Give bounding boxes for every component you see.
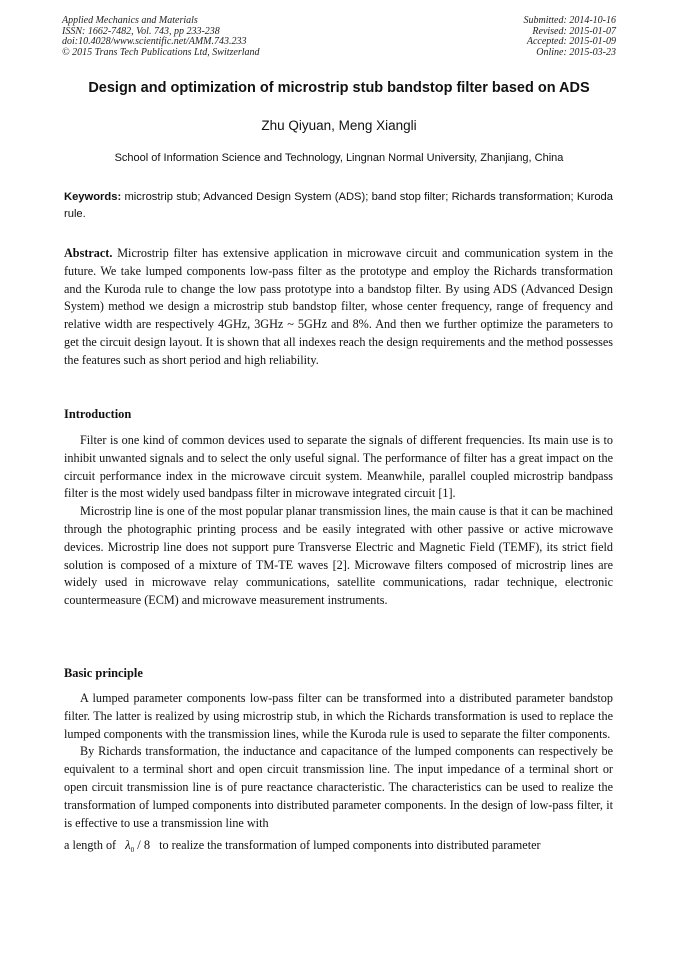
paper-authors: Zhu Qiyuan, Meng Xiangli	[261, 118, 417, 133]
intro-paragraph: Microstrip line is one of the most popular planar transmission lines, the main cause is that it can be machined through the photographic printing process and be easily integrated with other passive or active microwave devices. Microstrip line does not support pure Transverse Electric and Magnetic Field (TEMF), its strict field solution is composed of a mixture of TM-TE waves [2]. Microwave filters composed of microstrip lines are widely used in microwave relay communications, satellite communications, radar technique, electronic countermeasure (ECM) and microwave measurement instruments.	[64, 504, 613, 608]
keywords-label: Keywords:	[64, 191, 122, 203]
online-date: Online: 2015-03-23	[536, 46, 616, 58]
basic-paragraph: A lumped parameter components low-pass filter can be transformed into a distributed parameter bandstop filter. The latter is realized by using microstrip stub, in which the Richards transformation is used to replace the lumped components with the transmission lines, while the Kuroda rule is used to separate the filter components.	[64, 691, 613, 741]
accepted-date: Accepted: 2015-01-09	[526, 36, 616, 47]
basic-paragraph: By Richards transformation, the inductance and capacitance of the lumped components can respectively be equivalent to a terminal short and open circuit transmission line. The input impedance of a terminal short or open circuit transmission line is of pure reactance characteristic. The characteristics can be used to realize the transformation of lumped components into distributed parameter components. In the design of low-pass filter, it is effective to use a transmission line with	[64, 744, 613, 830]
keywords-text: microstrip stub; Advanced Design System (ADS); band stop filter; Richards transformation; Kuroda rule.	[64, 191, 613, 220]
abstract-label: Abstract.	[64, 246, 113, 260]
lambda-formula	[119, 838, 156, 855]
submitted-date: Submitted: 2014-10-16	[523, 15, 616, 26]
formula-line	[64, 832, 613, 863]
abstract-text: Microstrip filter has extensive application in microwave circuit and communication system in the future. We take lumped components low-pass filter as the prototype and employ the Richards transformation and the Kuroda rule to change the low pass prototype into a bandstop filter. By using ADS (Advanced Design System) method we design a microstrip stub bandstop filter, whose center frequency, range of frequency and relative width are respectively 4GHz, 3GHz ~ 5GHz and 8%. And then we further optimize the parameters to get the circuit design layout. It is shown that all indexes reach the design requirements and the method possesses the features such as short period and high reliability.	[64, 246, 613, 367]
affiliation: School of Information Science and Technology, Lingnan Normal University, Zhanjiang, China	[114, 152, 564, 164]
basic-principle-heading: Basic principle	[64, 666, 143, 680]
lambda-subscript: 0	[130, 846, 135, 855]
journal-info	[62, 16, 260, 58]
abstract-block	[64, 245, 613, 370]
basic-principle-section	[64, 690, 613, 863]
formula-line-before: a length of	[64, 838, 117, 853]
introduction-section	[64, 432, 613, 610]
journal-name: Applied Mechanics and Materials	[62, 15, 198, 26]
lambda-symbol: λ	[125, 838, 131, 853]
doi-line: doi:10.4028/www.scientific.net/AMM.743.233	[62, 36, 247, 47]
revised-date: Revised: 2015-01-07	[532, 25, 616, 37]
formula-divisor: / 8	[137, 838, 151, 853]
submission-dates	[524, 16, 617, 58]
copyright-line: © 2015 Trans Tech Publications Ltd, Switzerland	[62, 46, 260, 58]
intro-paragraph: Filter is one kind of common devices used to separate the signals of different frequencies. Its main use is to inhibit unwanted signals and to select the only useful signal. The performance of filter has a great impact on the circuit performance index in the microwave circuit system. Meanwhile, parallel coupled microstrip bandpass filter is the most widely used bandpass filter in microwave integrated circuit [1].	[64, 433, 613, 501]
introduction-heading: Introduction	[64, 407, 132, 421]
keywords-block	[64, 189, 613, 223]
issn-line: ISSN: 1662-7482, Vol. 743, pp 233-238	[62, 25, 220, 37]
formula-line-after: to realize the transformation of lumped components into distributed parameter	[159, 838, 541, 853]
paper-title: Design and optimization of microstrip stub bandstop filter based on ADS	[88, 80, 590, 96]
